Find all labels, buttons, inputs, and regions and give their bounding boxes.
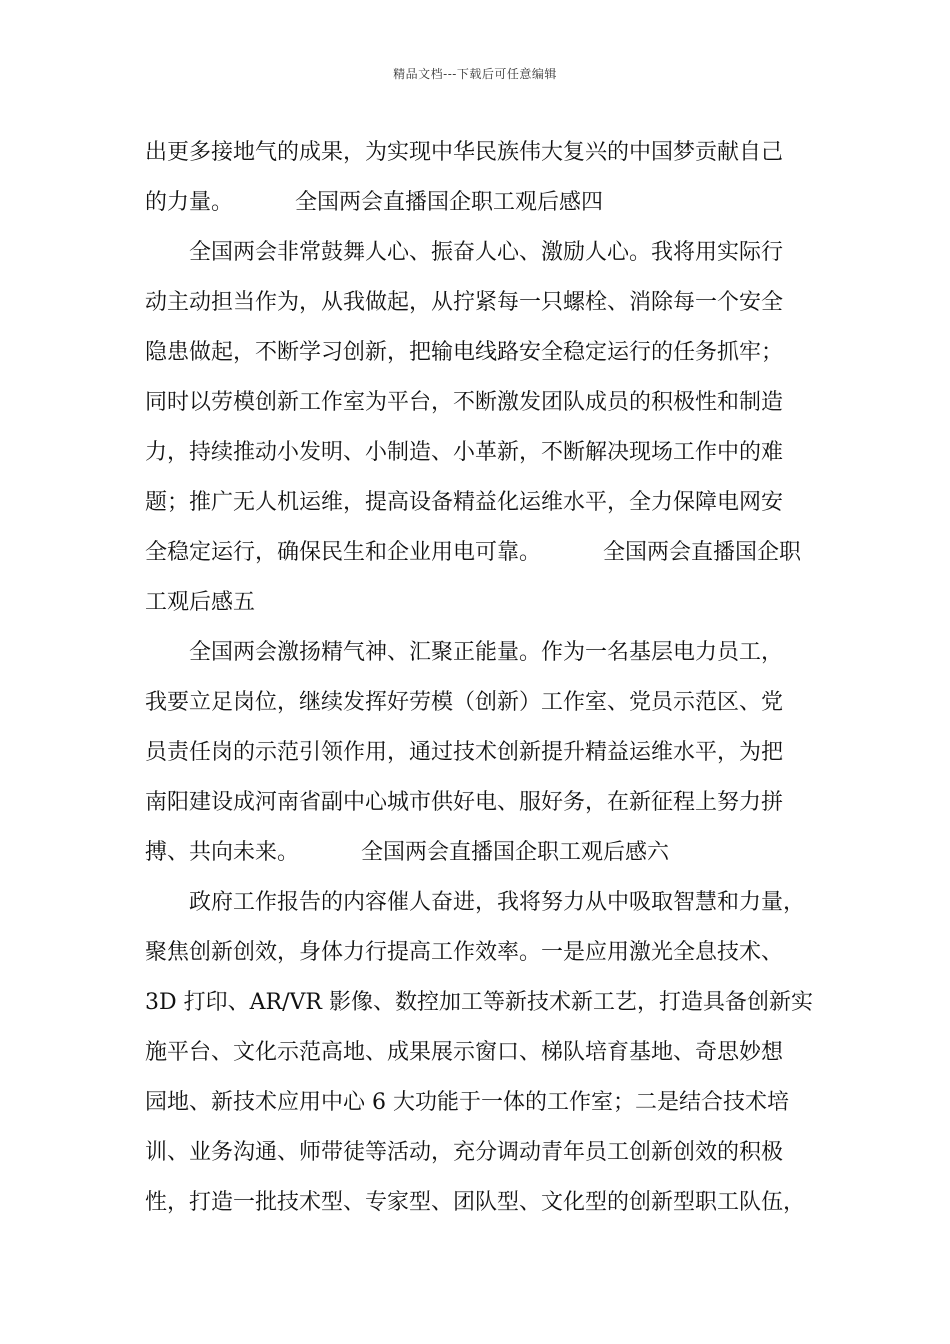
text-line: 性，打造一批技术型、专家型、团队型、文化型的创新型职工队伍， (145, 1190, 806, 1215)
text-line: 3D 打印、AR/VR 影像、数控加工等新技术新工艺，打造具备创新实 (145, 990, 813, 1015)
text-line: 施平台、文化示范高地、成果展示窗口、梯队培育基地、奇思妙想 (145, 1040, 784, 1065)
document-body (145, 128, 827, 1228)
text-line: 园地、新技术应用中心 6 大功能于一体的工作室；二是结合技术培 (145, 1090, 789, 1115)
text-line: 聚焦创新创效，身体力行提高工作效率。一是应用激光全息技术、 (145, 940, 784, 965)
page-header: 精品文档---下载后可任意编辑 (393, 67, 557, 81)
text-line: 同时以劳模创新工作室为平台，不断激发团队成员的积极性和制造 (145, 390, 784, 415)
text-line: 员责任岗的示范引领作用，通过技术创新提升精益运维水平，为把 (145, 740, 784, 765)
text-line: 全国两会非常鼓舞人心、振奋人心、激励人心。我将用实际行 (145, 240, 784, 265)
text-line: 政府工作报告的内容催人奋进，我将努力从中吸取智慧和力量， (145, 890, 806, 915)
text-line: 力，持续推动小发明、小制造、小革新，不断解决现场工作中的难 (145, 440, 784, 465)
text-line: 出更多接地气的成果，为实现中华民族伟大复兴的中国梦贡献自己 (145, 140, 784, 165)
text-line: 隐患做起，不断学习创新，把输电线路安全稳定运行的任务抓牢； (145, 340, 784, 365)
text-line: 动主动担当作为，从我做起，从拧紧每一只螺栓、消除每一个安全 (145, 290, 784, 315)
text-line: 全稳定运行，确保民生和企业用电可靠。 全国两会直播国企职 (145, 540, 801, 565)
text-line: 南阳建设成河南省副中心城市供好电、服好务，在新征程上努力拼 (145, 790, 784, 815)
text-line: 的力量。 全国两会直播国企职工观后感四 (145, 190, 603, 215)
text-line: 工观后感五 (145, 590, 256, 615)
text-line: 全国两会激扬精气神、汇聚正能量。作为一名基层电力员工， (145, 640, 784, 665)
text-line: 搏、共向未来。 全国两会直播国企职工观后感六 (145, 840, 669, 865)
text-line: 我要立足岗位，继续发挥好劳模（创新）工作室、党员示范区、党 (145, 690, 784, 715)
text-line: 训、业务沟通、师带徒等活动，充分调动青年员工创新创效的积极 (145, 1140, 784, 1165)
text-line: 题；推广无人机运维，提高设备精益化运维水平，全力保障电网安 (145, 490, 784, 515)
